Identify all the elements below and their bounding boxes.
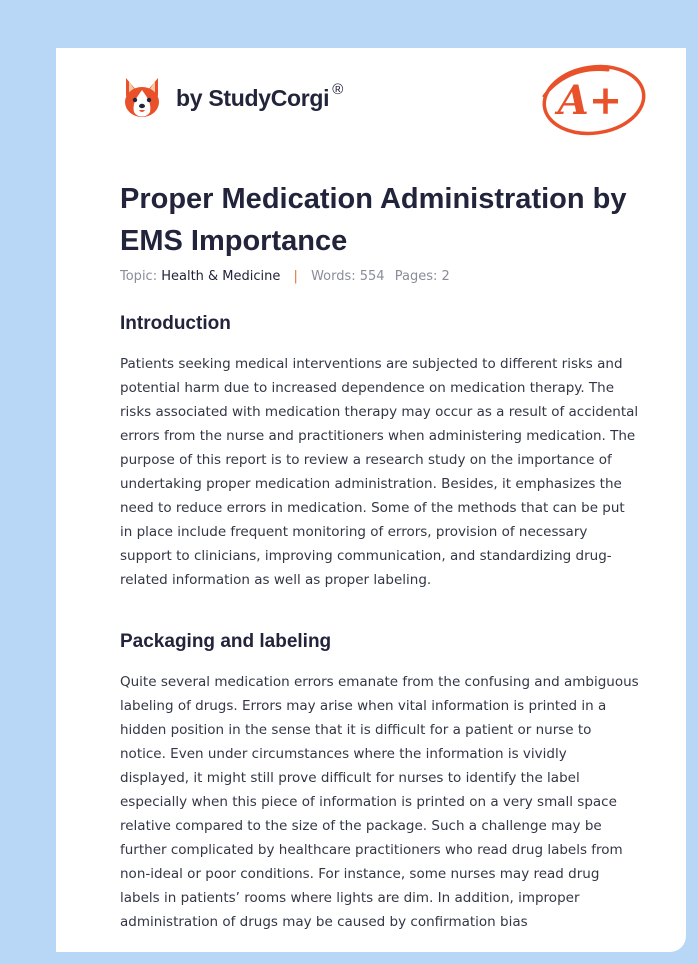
page-count: Pages: 2 [394, 269, 450, 284]
brand-header[interactable] [122, 76, 343, 120]
meta-separator: | [293, 269, 298, 284]
section-introduction [120, 313, 640, 592]
brand-name: by StudyCorgi [176, 84, 330, 111]
corgi-logo-icon [122, 76, 162, 120]
document-page [56, 48, 686, 952]
document-title: Proper Medication Administration by EMS Importance [120, 183, 627, 257]
section-packaging-and-labeling [120, 631, 640, 934]
registered-mark: ® [332, 80, 344, 98]
section-body: Patients seeking medical interventions are subjected to different risks and potential harm due to increased dependence on medication therapy. The risks associated with medication therapy may occur as a result of accidental errors from the nurse and practitioners when administering medication. The purpose of this report is to review a research study on the importance of undertaking proper medication administration. Besides, it emphasizes the need to reduce errors in medication. Some of the methods that can be put in place include frequent monitoring of errors, provision of necessary support to clinicians, improving communication, and standardizing drug-related information as well as proper labeling. [120, 356, 639, 588]
word-count: Words: 554 [311, 269, 385, 284]
topic-link[interactable]: Health & Medicine [161, 269, 281, 284]
document-meta [120, 269, 450, 284]
section-heading: Introduction [120, 313, 231, 334]
section-body: Quite several medication errors emanate from the confusing and ambiguous labeling of drugs. Errors may arise when vital information is printed in a hidden position in the sense that it is difficult for a patient or nurse to notice. Even under circumstances where the information is vividly displayed, it might still prove difficult for nurses to identify the label especially when this piece of information is printed on a very small space relative compared to the size of the package. Such a challenge may be further complicated by healthcare practitioners who read drug labels from non-ideal or poor conditions. For instance, some nurses may read drug labels in patients’ rooms where lights are dim. In addition, improper administration of drugs may be caused by confirmation bias [120, 674, 639, 930]
grade-text: A+ [557, 77, 623, 124]
section-heading: Packaging and labeling [120, 631, 332, 652]
topic-label: Topic: [120, 269, 158, 284]
a-plus-grade-icon [538, 60, 648, 140]
